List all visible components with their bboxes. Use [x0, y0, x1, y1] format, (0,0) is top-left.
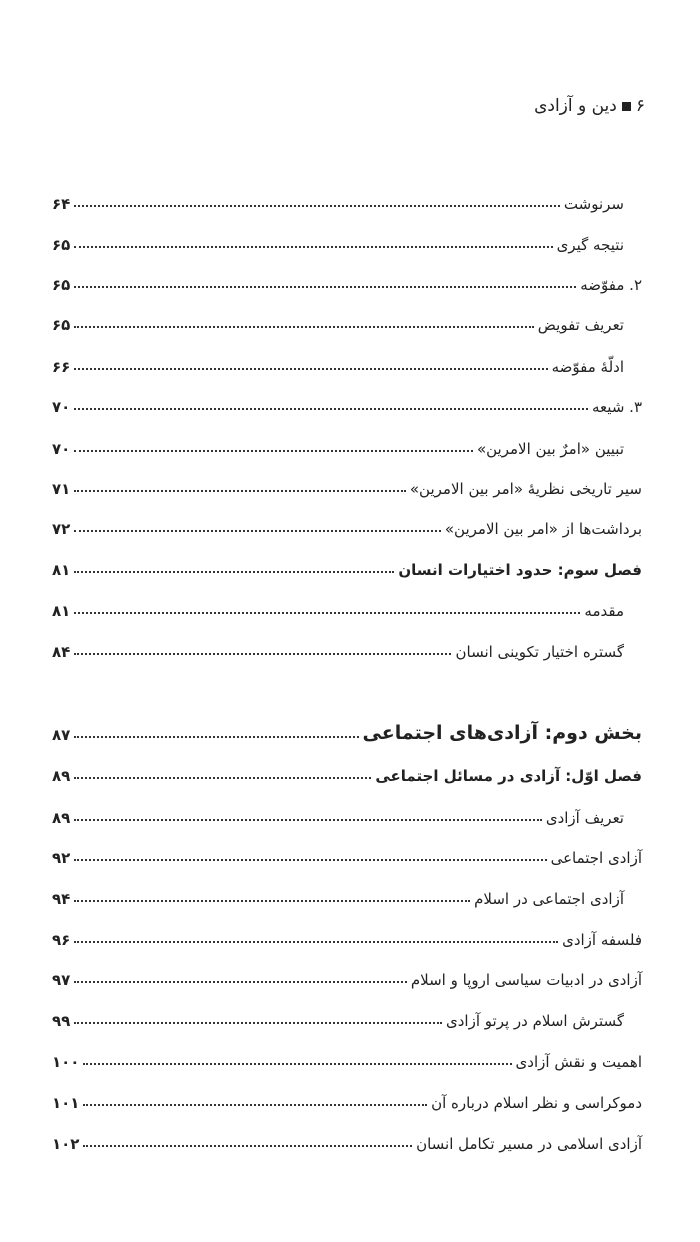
dot-leader: [74, 859, 546, 861]
toc-entry: [52, 1127, 642, 1153]
toc-entry-page: ۹۷: [52, 971, 71, 989]
toc-entry-title: دموکراسی و نظر اسلام درباره آن: [431, 1094, 642, 1112]
toc-entry-page: ۱۰۱: [52, 1094, 80, 1112]
toc-entry-page: ۸۷: [52, 726, 71, 744]
dot-leader: [74, 736, 358, 738]
toc-entry-page: ۷۱: [52, 480, 71, 498]
toc-entry-page: ۷۲: [52, 520, 71, 538]
toc-entry: [52, 308, 642, 334]
dot-leader: [74, 900, 470, 902]
dot-leader: [83, 1145, 412, 1147]
dot-leader: [74, 941, 558, 943]
toc-entry-title: اهمیت و نقش آزادی: [515, 1053, 642, 1071]
toc-entry-title: گسترش اسلام در پرتو آزادی: [446, 1012, 624, 1030]
toc-entry-page: ۶۴: [52, 195, 71, 213]
toc-entry-title: بخش دوم: آزادی‌های اجتماعی: [362, 722, 642, 744]
dot-leader: [74, 612, 580, 614]
toc-entry: [52, 472, 642, 498]
toc-entry-title: سیر تاریخی نظریهٔ «امر بین الامرین»: [409, 480, 642, 498]
dot-leader: [74, 450, 473, 452]
toc-entry-page: ۱۰۰: [52, 1053, 80, 1071]
toc-entry-page: ۸۹: [52, 767, 71, 785]
toc-entry: [52, 350, 642, 376]
toc-entry: [52, 1004, 642, 1030]
toc-entry-page: ۹۴: [52, 890, 71, 908]
dot-leader: [74, 490, 406, 492]
toc-entry: [52, 841, 642, 867]
toc-entry-page: ۹۶: [52, 931, 71, 949]
toc-entry-page: ۹۲: [52, 849, 71, 867]
dot-leader: [74, 530, 441, 532]
dot-leader: [74, 368, 547, 370]
toc-entry: [52, 635, 642, 661]
toc-entry-title: گستره اختیار تکوینی انسان: [455, 643, 624, 661]
toc-entry-page: ۱۰۲: [52, 1135, 80, 1153]
dot-leader: [74, 1022, 442, 1024]
toc-entry: [52, 882, 642, 908]
toc-entry-title: تعریف آزادی: [545, 809, 624, 827]
toc-entry: [52, 594, 642, 620]
toc-entry: [52, 1045, 642, 1071]
page-number: ۶: [635, 96, 645, 116]
dot-leader: [74, 205, 560, 207]
dot-leader: [83, 1104, 427, 1106]
dot-leader: [74, 286, 576, 288]
toc-entry: [52, 923, 642, 949]
toc-entry-page: ۸۱: [52, 561, 71, 579]
toc-entry-title: آزادی در ادبیات سیاسی اروپا و اسلام: [410, 971, 642, 989]
dot-leader: [74, 981, 407, 983]
book-title: دین و آزادی: [534, 96, 617, 116]
dot-leader: [74, 408, 588, 410]
toc-entry-page: ۹۹: [52, 1012, 71, 1030]
toc-entry: [52, 553, 642, 579]
toc-entry-title: ۲. مفوّضه: [580, 276, 642, 294]
square-bullet-icon: [622, 102, 631, 111]
toc-entry-page: ۷۰: [52, 398, 71, 416]
toc-entry-title: ۳. شیعه: [592, 398, 642, 416]
toc-entry-title: فلسفه آزادی: [562, 931, 642, 949]
toc-entry: [52, 1086, 642, 1112]
dot-leader: [83, 1063, 511, 1065]
toc-entry: [52, 512, 642, 538]
toc-entry-page: ۸۱: [52, 602, 71, 620]
toc-entry-page: ۶۵: [52, 236, 71, 254]
toc-entry-title: فصل اوّل: آزادی در مسائل اجتماعی: [375, 767, 642, 785]
toc-entry-title: سرنوشت: [563, 195, 624, 213]
toc-entry: [52, 390, 642, 416]
toc-entry: [52, 228, 642, 254]
toc-entry: [52, 432, 642, 458]
toc-entry-page: ۶۵: [52, 316, 71, 334]
toc-entry-title: تعریف تفویض: [537, 316, 624, 334]
toc-entry-title: آزادی اجتماعی در اسلام: [474, 890, 624, 908]
toc-entry-title: ادلّهٔ مفوّضه: [551, 358, 624, 376]
toc-entry: [52, 963, 642, 989]
toc-entry: [52, 801, 642, 827]
dot-leader: [74, 653, 451, 655]
toc-entry-title: آزادی اسلامی در مسیر تکامل انسان: [416, 1135, 642, 1153]
toc-entry-title: تبیین «امرٌ بین الامرین»: [476, 440, 624, 458]
dot-leader: [74, 571, 394, 573]
toc-entry-page: ۶۶: [52, 358, 71, 376]
dot-leader: [74, 819, 542, 821]
running-head: [534, 96, 645, 116]
toc-entry-title: فصل سوم: حدود اختیارات انسان: [398, 561, 642, 579]
dot-leader: [74, 246, 552, 248]
toc-entry-page: ۸۴: [52, 643, 71, 661]
toc-entry-title: برداشت‌ها از «امر بین الامرین»: [444, 520, 642, 538]
toc-entry: [52, 268, 642, 294]
toc-entry-page: ۸۹: [52, 809, 71, 827]
dot-leader: [74, 777, 371, 779]
toc-entry-title: نتیجه گیری: [556, 236, 624, 254]
toc-entry-title: مقدمه: [584, 602, 624, 620]
toc-entry-page: ۶۵: [52, 276, 71, 294]
toc-entry: [52, 718, 642, 744]
toc-entry: [52, 759, 642, 785]
dot-leader: [74, 326, 533, 328]
toc-entry: [52, 187, 642, 213]
toc-entry-title: آزادی اجتماعی: [550, 849, 642, 867]
toc-entry-page: ۷۰: [52, 440, 71, 458]
